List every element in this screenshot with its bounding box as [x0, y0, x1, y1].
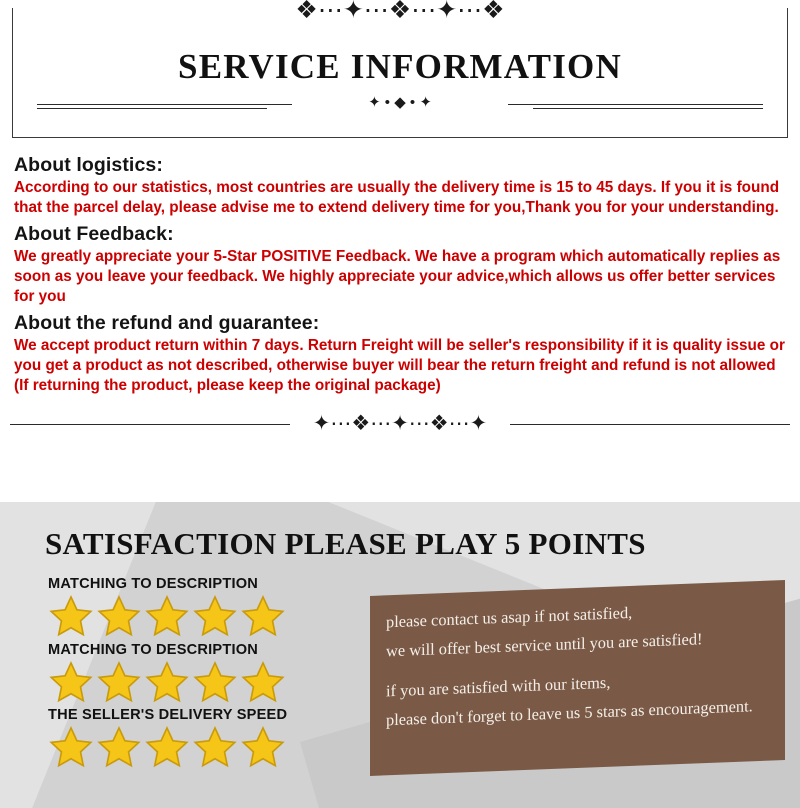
star-icon	[48, 594, 94, 638]
star-icon	[48, 725, 94, 769]
section-divider	[0, 409, 800, 439]
star-rating	[48, 725, 288, 769]
section-body-logistics: According to our statistics, most countries are usually the delivery time is 15 to 45 days. If you it is found that the parcel delay, please advise me to extend delivery time for you,Thank you for your understanding.	[14, 179, 780, 217]
section-heading-logistics: About logistics:	[14, 154, 163, 176]
star-icon	[144, 594, 190, 638]
rating-block	[48, 576, 288, 638]
divider-rule-right	[510, 424, 790, 425]
ornament-divider-icon: ✦⋯❖⋯✦⋯❖⋯✦	[312, 411, 488, 435]
star-icon	[48, 660, 94, 704]
star-icon	[144, 660, 190, 704]
satisfaction-note-box	[370, 580, 785, 776]
ornament-top-icon: ❖⋯✦⋯❖⋯✦⋯❖	[13, 0, 787, 23]
star-icon	[96, 594, 142, 638]
note-line-3: if you are satisfied with our items,	[386, 672, 611, 701]
rating-label: MATCHING TO DESCRIPTION	[48, 642, 258, 658]
satisfaction-note-text	[370, 580, 785, 776]
star-icon	[96, 725, 142, 769]
rating-label: THE SELLER'S DELIVERY SPEED	[48, 707, 288, 723]
section-body-feedback: We greatly appreciate your 5-Star POSITIVE Feedback. We have a program which automatically replies as soon as you leave your feedback. We highly appreciate your advice,which allows us offer better services for you	[14, 247, 781, 306]
rating-block	[48, 642, 288, 704]
star-icon	[144, 725, 190, 769]
star-icon	[240, 660, 286, 704]
section-heading-refund: About the refund and guarantee:	[14, 311, 320, 334]
star-icon	[192, 594, 238, 638]
divider-rule-left	[10, 424, 290, 425]
header-banner	[12, 0, 788, 138]
page-title: SERVICE INFORMATION	[178, 47, 622, 86]
information-body	[0, 138, 800, 397]
section-body-refund: We accept product return within 7 days. Return Freight will be seller's responsibility if it is quality issue or you get a product as not described, otherwise buyer will bear the return freight and refund is not allowed (If returning the product, please keep the original package)	[14, 336, 785, 395]
rating-block	[48, 707, 288, 769]
satisfaction-panel	[0, 502, 800, 808]
note-line-4: please don't forget to leave us 5 stars as encouragement.	[386, 696, 753, 730]
ornament-bottom-icon: ✦ • ◆ • ✦	[368, 94, 432, 111]
rating-label: MATCHING TO DESCRIPTION	[48, 576, 258, 592]
star-icon	[240, 725, 286, 769]
star-icon	[96, 660, 142, 704]
note-line-1: please contact us asap if not satisfied,	[386, 602, 633, 632]
panel-title: SATISFACTION PLEASE PLAY 5 POINTS	[45, 526, 646, 561]
note-line-2: we will offer best service until you are satisfied!	[386, 629, 703, 661]
section-heading-feedback: About Feedback:	[14, 222, 174, 245]
star-icon	[192, 725, 238, 769]
star-icon	[240, 594, 286, 638]
star-icon	[192, 660, 238, 704]
star-rating	[48, 660, 288, 704]
star-rating	[48, 594, 288, 638]
